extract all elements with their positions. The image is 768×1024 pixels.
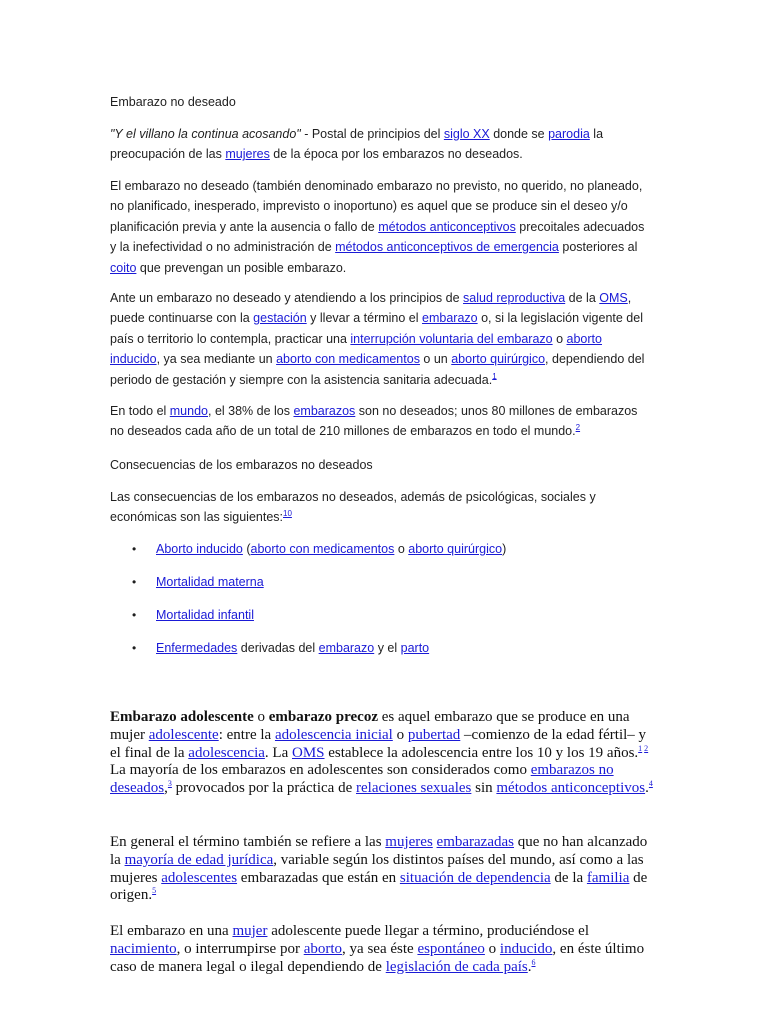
section-title-consecuencias: Consecuencias de los embarazos no deseados [110, 458, 373, 472]
link-gestacion[interactable]: gestación [253, 311, 307, 326]
bold-term: Embarazo adolescente [110, 709, 254, 725]
link-embarazos-no-deseados[interactable]: embarazos no deseados [110, 762, 614, 797]
bold-term: embarazo precoz [268, 709, 378, 725]
link-embarazo[interactable]: embarazo [422, 311, 478, 326]
text: –comienzo de la edad fértil– y el final de la [110, 726, 647, 761]
text: son no deseados; unos 80 millones de embarazos no deseados cada año de un total de 210 millones de embarazos en todo el mundo. [110, 404, 638, 439]
list-item [110, 638, 650, 658]
link-embarazos[interactable]: embarazos [293, 404, 356, 418]
text: embarazadas que están en [237, 869, 400, 886]
text: , [164, 780, 168, 797]
link-metodos-anticonceptivos[interactable]: métodos anticonceptivos [378, 219, 516, 234]
footnote-ref-10[interactable]: 10 [283, 509, 292, 519]
consequences-intro [110, 487, 630, 528]
text: de la época por los embarazos no deseados. [269, 147, 523, 162]
text: , ya sea mediante un [156, 352, 277, 367]
link-adolescentes[interactable]: adolescentes [161, 869, 238, 886]
text: o, si la legislación vigente del país o territorio lo contempla, practicar una [110, 311, 643, 346]
text: ( [242, 542, 251, 556]
text: . [645, 780, 649, 797]
text: En todo el [110, 404, 170, 418]
text: que no han alcanzado la [110, 834, 648, 868]
footnote-ref-3[interactable]: 3 [167, 779, 172, 789]
text: El embarazo no deseado (también denominado embarazo no previsto, no querido, no planeado, no planificado, inesperado, imprevisto o inoportuno) es aquel que se produce sin el deseo y/o planificación previa y ante la ausencia o fallo de [110, 179, 643, 234]
text: y el [374, 641, 401, 655]
footnote-ref-6[interactable]: 6 [531, 957, 536, 967]
link-aborto-con-medicamentos[interactable]: aborto con medicamentos [250, 542, 395, 556]
link-mortalidad-materna[interactable]: Mortalidad materna [156, 575, 264, 589]
stats-paragraph [110, 401, 650, 442]
text: o un [419, 352, 452, 367]
text: Ante un embarazo no deseado y atendiendo a los principios de [110, 291, 464, 305]
link-situacion-de-dependencia[interactable]: situación de dependencia [399, 869, 551, 886]
bullet-icon: • [132, 575, 137, 589]
footnote-ref-4[interactable]: 4 [648, 779, 653, 789]
footnote-ref-1[interactable]: 1 [638, 743, 643, 753]
text: adolescente puede llegar a término, produciéndose el [267, 923, 589, 939]
footnote-ref-2[interactable]: 2 [644, 743, 649, 753]
text: En general el término también se refiere a las [110, 834, 386, 850]
link-metodos-anticonceptivos[interactable]: métodos anticonceptivos [496, 780, 646, 797]
link-aborto-quirurgico[interactable]: aborto quirúrgico [451, 352, 546, 367]
definition-paragraph [110, 176, 650, 278]
text: La mayoría de los embarazos en adolescentes son considerados como [110, 762, 531, 779]
link-oms[interactable]: OMS [292, 744, 325, 761]
link-adolescencia[interactable]: adolescencia [188, 744, 265, 761]
adolescent-scope-paragraph [110, 834, 655, 905]
link-siglo-xx[interactable]: siglo XX [443, 127, 490, 141]
link-aborto-con-medicamentos[interactable]: aborto con medicamentos [276, 352, 420, 367]
text: El embarazo en una [110, 923, 233, 939]
image-caption [110, 124, 630, 165]
link-aborto-quirurgico[interactable]: aborto quirúrgico [408, 542, 503, 556]
consequences-list [110, 539, 650, 671]
text: precoitales adecuados y la inefectividad o no administración de [110, 219, 645, 255]
link-mujeres[interactable]: mujeres [225, 147, 270, 162]
text: : entre la [218, 726, 275, 743]
link-parto[interactable]: parto [400, 641, 430, 655]
link-salud-reproductiva[interactable]: salud reproductiva [463, 291, 566, 305]
text: derivadas del [237, 641, 319, 655]
footnote-ref-2[interactable]: 2 [575, 423, 581, 433]
adolescent-outcome-paragraph [110, 923, 655, 976]
link-pubertad[interactable]: pubertad [407, 726, 461, 743]
section-title-embarazo-no-deseado: Embarazo no deseado [110, 95, 236, 109]
link-nacimiento[interactable]: nacimiento [110, 940, 177, 957]
text: , el 38% de los [208, 404, 294, 418]
text: que prevengan un posible embarazo. [136, 260, 347, 275]
link-enfermedades[interactable]: Enfermedades [156, 641, 238, 655]
text: o [253, 709, 269, 725]
link-inducido[interactable]: inducido [499, 940, 553, 957]
text: o [484, 940, 500, 957]
link-coito[interactable]: coito [110, 260, 137, 275]
link-mujeres[interactable]: mujeres [385, 834, 433, 850]
link-espontaneo[interactable]: espontáneo [417, 940, 485, 957]
link-aborto[interactable]: aborto [303, 940, 343, 957]
list-item [110, 539, 650, 559]
text: , ya sea éste [342, 940, 418, 957]
link-adolescente[interactable]: adolescente [148, 726, 219, 743]
text: , dependiendo del periodo de gestación y siempre con la asistencia sanitaria adecuada. [110, 352, 645, 387]
text: , puede continuarse con la [110, 291, 632, 326]
options-paragraph [110, 288, 650, 390]
list-item [110, 605, 650, 625]
text: posteriores al [558, 240, 638, 255]
link-mayoria-de-edad[interactable]: mayoría de edad jurídica [124, 851, 274, 868]
text: provocados por la práctica de [171, 780, 356, 797]
text: y llevar a término el [306, 311, 423, 326]
link-adolescencia-inicial[interactable]: adolescencia inicial [274, 726, 393, 743]
text: , o interrumpirse por [176, 940, 304, 957]
text: de la [565, 291, 600, 305]
bullet-icon: • [132, 608, 137, 622]
link-aborto-inducido[interactable]: Aborto inducido [156, 542, 243, 556]
link-mundo[interactable]: mundo [169, 404, 208, 418]
footnote-ref-1[interactable]: 1 [492, 371, 497, 381]
bullet-icon: • [132, 542, 137, 556]
link-mortalidad-infantil[interactable]: Mortalidad infantil [156, 608, 254, 622]
text: o [392, 726, 408, 743]
link-embarazo[interactable]: embarazo [318, 641, 375, 655]
text: ) [502, 542, 507, 556]
footnote-ref-5[interactable]: 5 [152, 886, 157, 896]
link-parodia[interactable]: parodia [548, 127, 590, 141]
text: , en éste último caso de manera legal o ilegal dependiendo de [110, 940, 645, 975]
link-oms[interactable]: OMS [599, 291, 628, 305]
text: la preocupación de las [110, 127, 604, 162]
text: . La [264, 744, 292, 761]
link-anticonceptivos-emergencia[interactable]: métodos anticonceptivos de emergencia [335, 240, 559, 255]
link-mujer[interactable]: mujer [232, 923, 268, 939]
link-legislacion[interactable]: legislación de cada país [385, 958, 528, 975]
text: sin [471, 780, 497, 797]
link-familia[interactable]: familia [586, 869, 630, 886]
text: de la [550, 869, 587, 886]
link-interrupcion-voluntaria[interactable]: interrupción voluntaria del embarazo [350, 331, 553, 346]
text: es aquel embarazo que se produce en una mujer [110, 709, 630, 743]
text: . [527, 958, 532, 975]
text: de origen. [110, 869, 648, 904]
bullet-icon: • [132, 641, 137, 655]
list-item [110, 572, 650, 592]
link-aborto-inducido[interactable]: aborto inducido [110, 331, 602, 367]
text: donde se [489, 127, 549, 141]
link-relaciones-sexuales[interactable]: relaciones sexuales [356, 780, 472, 797]
adolescent-definition-paragraph [110, 709, 655, 798]
text: establece la adolescencia entre los 10 y los 19 años. [324, 744, 639, 761]
text: , variable según los distintos países del mundo, así como a las mujeres [110, 851, 644, 886]
text: o [552, 331, 567, 346]
text: - Postal de principios del [300, 127, 444, 141]
caption-quote: "Y el villano la continua acosando" [110, 127, 301, 141]
link-embarazadas[interactable]: embarazadas [436, 834, 514, 850]
text: o [394, 542, 409, 556]
text: Las consecuencias de los embarazos no deseados, además de psicológicas, sociales y económicas son las siguientes: [110, 490, 596, 525]
